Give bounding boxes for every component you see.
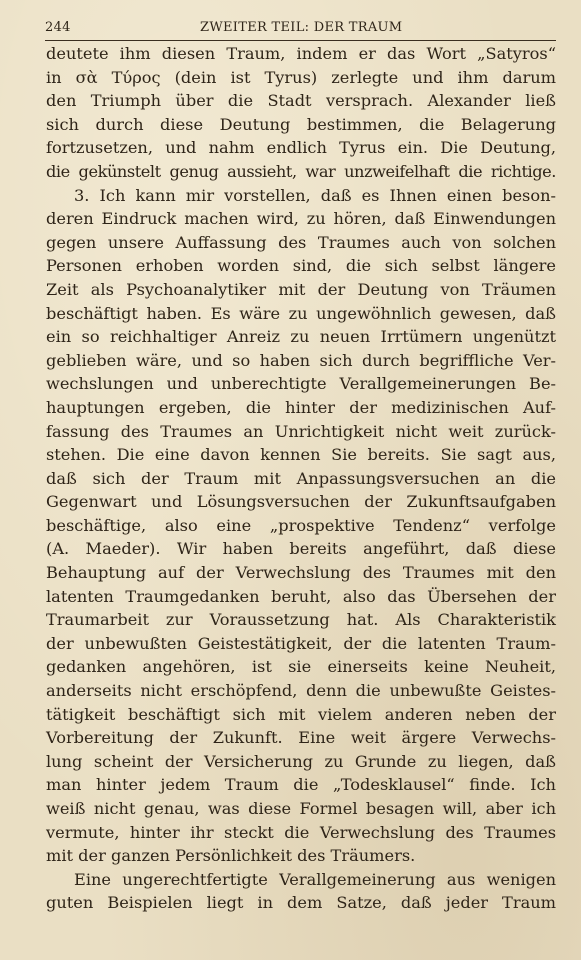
text-line: deren Eindruck machen wird, zu hören, daß Einwendungen (46, 209, 556, 229)
text-line: 3. Ich kann mir vorstellen, daß es Ihnen einen beson- (74, 185, 556, 205)
text-line: weiß nicht genau, was diese Formel besagen will, aber ich (46, 799, 556, 818)
text-line: mit der ganzen Persönlichkeit des Träumers. (46, 846, 416, 866)
text-line: Vorbereitung der Zukunft. Eine weit ärgere Verwechs- (46, 728, 556, 748)
text-line: tätigkeit beschäftigt sich mit vielem anderen neben der (46, 704, 556, 724)
text-line: vermute, hinter ihr steckt die Verwechslung des Traumes (46, 822, 556, 842)
text-line: beschäftigt haben. Es wäre zu ungewöhnlich gewesen, daß (46, 303, 556, 323)
text-line: guten Beispielen liegt in dem Satze, daß jeder Traum (46, 893, 556, 913)
text-line: den Triumph über die Stadt versprach. Alexander ließ (46, 91, 556, 111)
text-line: sich durch diese Deutung bestimmen, die Belagerung (46, 114, 556, 134)
text-line: Personen erhoben worden sind, die sich selbst längere (46, 256, 556, 276)
text-line: beschäftige, also eine „prospektive Tendenz“ verfolge (46, 515, 556, 535)
text-line: wechslungen und unberechtigte Verallgemeinerungen Be- (46, 374, 556, 394)
text-line: in σὰ Τύρος (dein ist Tyrus) zerlegte und ihm darum (46, 67, 556, 87)
text-line: Gegenwart und Lösungsversuchen der Zukunftsaufgaben (46, 492, 556, 512)
text-line: Traumarbeit zur Voraussetzung hat. Als Charakteristik (46, 610, 556, 630)
header-rule (45, 40, 556, 41)
text-line: geblieben wäre, und so haben sich durch begriffliche Ver- (46, 350, 556, 370)
text-line: (A. Maeder). Wir haben bereits angeführt, daß diese (46, 539, 556, 559)
text-line: man hinter jedem Traum die „Todesklausel“ finde. Ich (46, 775, 556, 795)
text-line: fassung des Traumes an Unrichtigkeit nicht weit zurück- (46, 421, 556, 441)
text-line: stehen. Die eine davon kennen Sie bereits. Sie sagt aus, (46, 445, 556, 465)
text-line: deutete ihm diesen Traum, indem er das Wort „Satyros“ (46, 44, 556, 63)
text-line: anderseits nicht erschöpfend, denn die unbewußte Geistes- (46, 681, 556, 701)
text-line: Zeit als Psychoanalytiker mit der Deutung von Träumen (46, 279, 556, 299)
body-text (46, 42, 556, 915)
page-number: 244 (45, 20, 71, 35)
text-line: Behauptung auf der Verwechslung des Traumes mit den (46, 563, 556, 583)
text-line: ein so reichhaltiger Anreiz zu neuen Irrtümern ungenützt (46, 327, 556, 347)
text-line: der unbewußten Geistestätigkeit, der die latenten Traum- (46, 633, 556, 653)
text-line: hauptungen ergeben, die hinter der medizinischen Auf- (46, 397, 556, 417)
text-line: lung scheint der Versicherung zu Grunde zu liegen, daß (46, 751, 556, 771)
text-line: daß sich der Traum mit Anpassungsversuchen an die (46, 468, 556, 488)
text-line: die gekünstelt genug aussieht, war unzweifelhaft die richtige. (46, 161, 556, 181)
text-line: Eine ungerechtfertigte Verallgemeinerung aus wenigen (74, 869, 556, 889)
text-line: gedanken angehören, ist sie einerseits keine Neuheit, (46, 657, 556, 677)
text-line: latenten Traumgedanken beruht, also das Übersehen der (46, 586, 556, 606)
text-line: gegen unsere Auffassung des Traumes auch von solchen (46, 232, 556, 252)
text-line: fortzusetzen, und nahm endlich Tyrus ein. Die Deutung, (46, 138, 556, 158)
running-title: ZWEITER TEIL: DER TRAUM (200, 20, 403, 35)
